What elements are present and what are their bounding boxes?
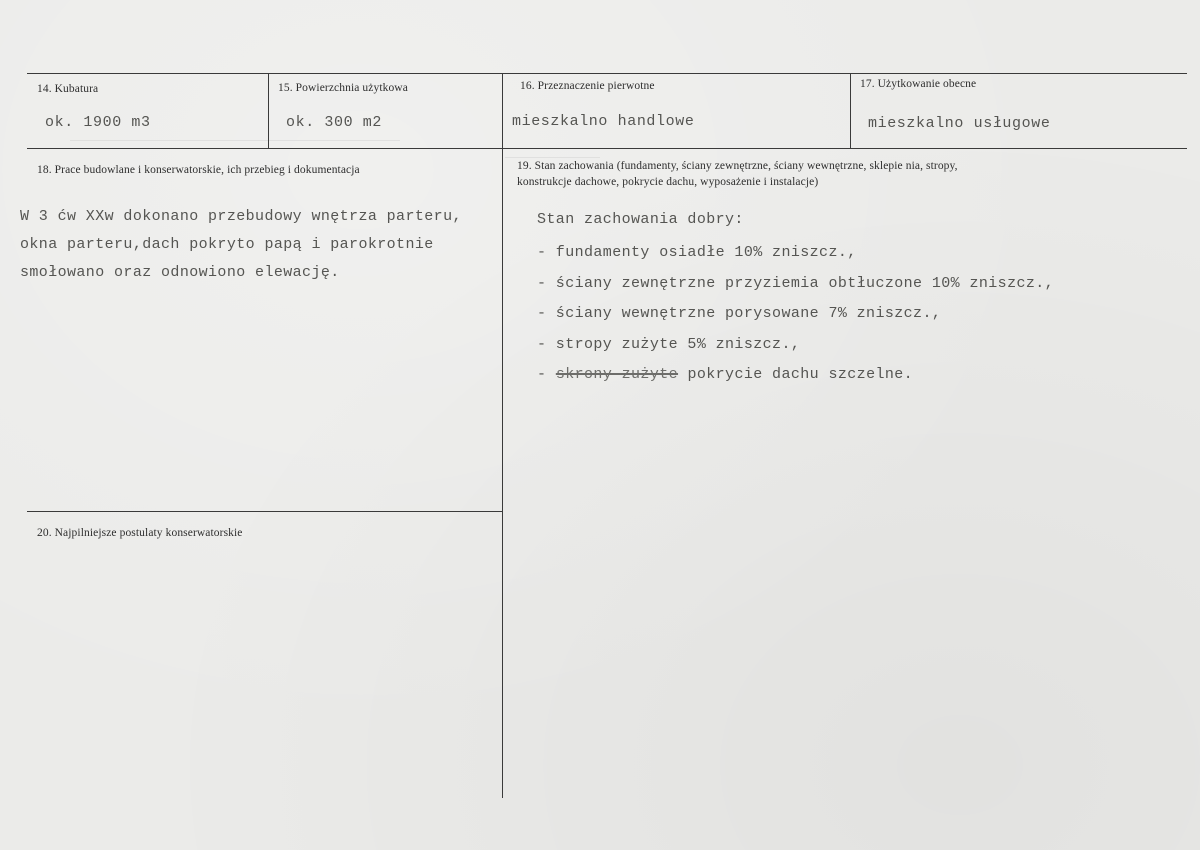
show-through-mark <box>505 157 600 158</box>
field-17-label: 17. Użytkowanie obecne <box>860 78 977 90</box>
field-18-text <box>20 203 462 287</box>
main-column-divider <box>502 73 503 798</box>
field-18-bottom-rule <box>27 511 502 512</box>
field-19-item-rest: pokrycie dachu szczelne. <box>678 366 914 383</box>
field-19-intro: Stan zachowania dobry: <box>537 211 744 228</box>
field-18-line: W 3 ćw XXw dokonano przebudowy wnętrza parteru, <box>20 208 462 225</box>
field-16-value: mieszkalno handlowe <box>512 113 695 130</box>
field-14-label: 14. Kubatura <box>37 83 99 95</box>
field-19-item-prefix: - <box>537 366 556 383</box>
field-18-line: okna parteru,dach pokryto papą i parokrotnie <box>20 236 434 253</box>
field-19-item-last <box>537 360 1054 391</box>
field-18-line: smołowano oraz odnowiono elewację. <box>20 264 340 281</box>
field-20-label: 20. Najpilniejsze postulaty konserwatorskie <box>37 527 243 539</box>
field-14-value: ok. 1900 m3 <box>45 114 151 131</box>
divider-16-17 <box>850 73 851 148</box>
field-19-item: - fundamenty osiadłe 10% zniszcz., <box>537 244 857 261</box>
field-19-label-line-1: 19. Stan zachowania (fundamenty, ściany zewnętrzne, ściany wewnętrzne, sklepie nia, stropy, <box>517 160 958 172</box>
struck-out-text: skrony zużyte <box>555 366 679 383</box>
field-16-label: 16. Przeznaczenie pierwotne <box>520 80 655 92</box>
field-17-value: mieszkalno usługowe <box>868 115 1051 132</box>
field-18-label: 18. Prace budowlane i konserwatorskie, ich przebieg i dokumentacja <box>37 164 360 176</box>
field-19-item: - ściany zewnętrzne przyziemia obtłuczone 10% zniszcz., <box>537 274 1055 292</box>
field-19-label-line-2: konstrukcje dachowe, pokrycie dachu, wyposażenie i instalacje) <box>517 176 819 188</box>
field-19-items <box>537 238 1054 391</box>
field-19-item: - stropy zużyte 5% zniszcz., <box>537 335 801 353</box>
field-19-item: - ściany wewnętrzne porysowane 7% zniszcz., <box>537 305 942 322</box>
field-19-text <box>537 206 744 234</box>
show-through-mark <box>70 140 400 141</box>
middle-rule <box>27 148 1187 149</box>
divider-14-15 <box>268 73 269 148</box>
field-15-label: 15. Powierzchnia użytkowa <box>278 82 408 94</box>
field-15-value: ok. 300 m2 <box>286 114 383 131</box>
top-rule <box>27 73 1187 74</box>
